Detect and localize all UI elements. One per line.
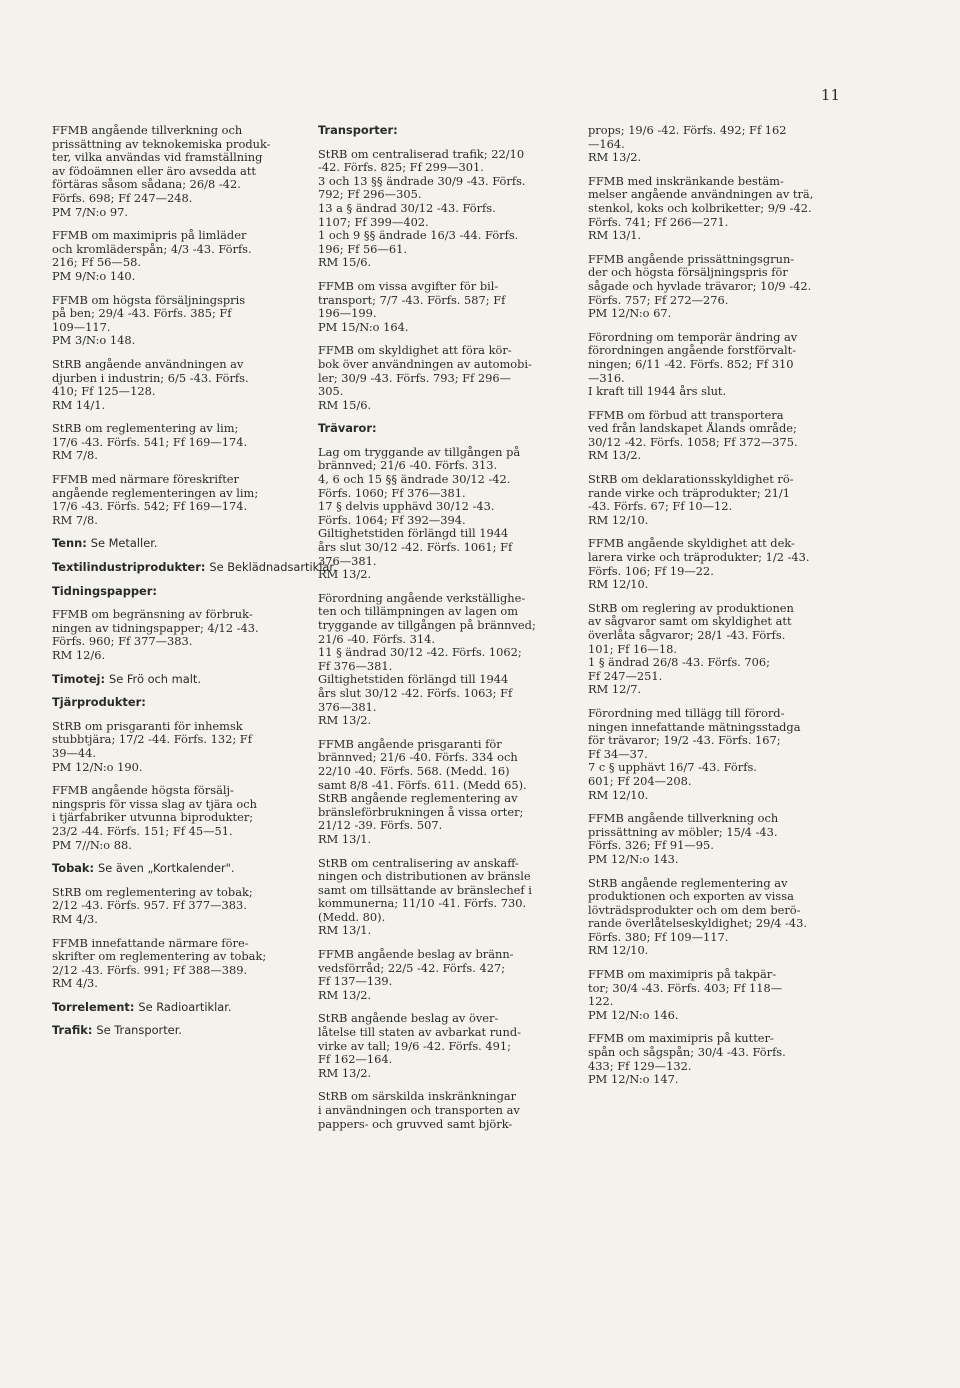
entry-line: StRB om prisgaranti för inhemsk [52,719,243,733]
entry-line: 22/10 -40. Förfs. 568. (Medd. 16) [318,764,510,778]
entry-line: 305. [318,385,344,399]
entry-line: Ff 34—37. [588,747,648,761]
entry-line: PM 9/N:o 140. [52,269,136,283]
section-heading-reference: Se Radioartiklar. [138,999,232,1014]
section-heading-reference: Se Beklädnadsartiklar. [209,560,337,575]
entry-line: stubbtjära; 17/2 -44. Förfs. 132; Ff [52,733,252,747]
entry-line: RM 15/6. [318,398,372,412]
entry-line: 433; Ff 129—132. [588,1059,692,1073]
entry-line: överlåta sågvaror; 28/1 -43. Förfs. [588,629,786,642]
section-heading [52,537,304,551]
entry-line: ningen och distributionen av bränsle [318,870,531,884]
column-3 [588,124,840,1097]
entry-line: Förfs. 741; Ff 266—271. [588,215,729,229]
entry-line: FFMB angående tillverkning och [588,812,779,826]
entry-line: 109—117. [52,320,111,334]
entry-line: PM 12/N:o 190. [52,760,143,774]
entry-line: 376—381. [318,700,377,714]
entry-line: RM 13/2. [588,151,642,165]
entry-line: prissättning av teknokemiska produk- [52,137,271,151]
entry-line: FFMB angående skyldighet att dek- [588,537,795,551]
entry-line: RM 13/2. [318,988,372,1002]
section-heading [52,1001,304,1015]
entry-line: 1 och 9 §§ ändrade 16/3 -44. Förfs. [318,229,519,243]
entry-line: transport; 7/7 -43. Förfs. 587; Ff [318,293,506,307]
entry-line: FFMB om förbud att transportera [588,408,784,422]
entry-line: RM 13/2. [318,1066,372,1080]
entry-line: RM 12/10. [588,944,649,958]
register-entry [318,1090,570,1131]
entry-line: vedsförråd; 22/5 -42. Förfs. 427; [318,961,506,975]
register-entry [588,537,840,591]
register-entry [52,294,304,348]
entry-line: 122. [588,995,614,1009]
entry-line: 23/2 -44. Förfs. 151; Ff 45—51. [52,824,233,838]
entry-line: ningen; 6/11 -42. Förfs. 852; Ff 310 [588,357,794,371]
section-heading [52,585,304,599]
entry-line: StRB angående beslag av över- [318,1012,499,1026]
entry-line: StRB angående reglementering av [588,876,788,890]
entry-line: års slut 30/12 -42. Förfs. 1061; Ff [318,541,513,555]
entry-line: 1107; Ff 399—402. [318,215,429,229]
entry-line: FFMB angående tillverkning och [52,124,243,137]
entry-line: brännved; 21/6 -40. Förfs. 313. [318,459,498,473]
entry-line: RM 4/3. [52,912,98,926]
entry-line: StRB om centralisering av anskaff- [318,856,519,870]
entry-line: Förfs. 106; Ff 19—22. [588,564,714,578]
entry-line: FFMB om begränsning av förbruk- [52,608,253,622]
entry-line: StRB om deklarationsskyldighet rö- [588,473,794,487]
entry-line: RM 13/1. [588,229,642,243]
entry-line: för trävaror; 19/2 -43. Förfs. 167; [588,734,781,748]
register-entry [52,358,304,412]
entry-line: FFMB om maximipris på kutter- [588,1032,774,1046]
entry-line: 3 och 13 §§ ändrade 30/9 -43. Förfs. [318,174,526,188]
entry-line: tryggande av tillgången på brännved; [318,619,536,632]
section-heading [52,696,304,710]
entry-line: -42. Förfs. 825; Ff 299—301. [318,161,484,175]
entry-line: RM 13/1. [318,832,372,846]
entry-line: StRB angående användningen av [52,357,244,371]
section-heading [52,862,304,876]
entry-line: Förordning med tillägg till förord- [588,706,785,720]
entry-line: ved från landskapet Ålands område; [588,422,797,436]
register-entry [588,473,840,527]
entry-line: 30/12 -42. Förfs. 1058; Ff 372—375. [588,435,798,449]
entry-line: RM 4/3. [52,977,98,991]
entry-line: virke av tall; 19/6 -42. Förfs. 491; [318,1039,511,1053]
entry-line: Förfs. 1064; Ff 392—394. [318,513,466,527]
register-entry [52,720,304,774]
entry-line: skrifter om reglementering av tobak; [52,950,267,964]
entry-line: PM 12/N:o 146. [588,1008,679,1022]
register-entry [318,148,570,270]
entry-line: FFMB om skyldighet att föra kör- [318,344,512,358]
entry-line: prissättning av möbler; 15/4 -43. [588,825,778,839]
entry-line: RM 12/10. [588,788,649,802]
entry-line: PM 7//N:o 88. [52,838,132,852]
entry-line: RM 14/1. [52,398,106,412]
entry-line: 376—381. [318,554,377,568]
entry-line: Förfs. 380; Ff 109—117. [588,930,729,944]
entry-line: FFMB angående prisgaranti för [318,737,502,751]
entry-line: 196—199. [318,307,377,321]
entry-line: Förfs. 698; Ff 247—248. [52,191,193,205]
register-entry [52,124,304,219]
entry-line: låtelse till staten av avbarkat rund- [318,1026,521,1040]
entry-line: Förordning om temporär ändring av [588,330,798,344]
entry-line: -43. Förfs. 67; Ff 10—12. [588,500,733,514]
entry-line: StRB om centraliserad trafik; 22/10 [318,147,525,161]
register-entry [318,1012,570,1080]
register-entry [318,344,570,412]
register-entry [318,592,570,728]
entry-line: Giltighetstiden förlängd till 1944 [318,673,509,687]
entry-line: PM 12/N:o 147. [588,1073,679,1087]
entry-line: kommunerna; 11/10 -41. Förfs. 730. [318,897,527,911]
section-heading [52,673,304,687]
entry-line: StRB om reglering av produktionen [588,601,794,615]
register-entry [588,812,840,866]
entry-line: larera virke och träprodukter; 1/2 -43. [588,551,810,565]
section-heading [52,560,337,575]
entry-line: der och högsta försäljningspris för [588,266,788,280]
section-heading-label: Torrelement: [52,999,135,1014]
entry-line: I kraft till 1944 års slut. [588,385,727,399]
register-entry [318,948,570,1002]
entry-line: ter, vilka användas vid framställning [52,151,263,165]
register-entry [588,253,840,321]
entry-line: —164. [588,137,625,151]
entry-line: djurben i industrin; 6/5 -43. Förfs. [52,371,249,385]
section-heading-label: Transporter: [318,123,398,137]
entry-line: förtäras såsom sådana; 26/8 -42. [52,178,241,192]
entry-line: 13 a § ändrad 30/12 -43. Förfs. [318,201,496,215]
register-entry [588,968,840,1022]
entry-line: ningen innefattande mätningsstadga [588,720,801,734]
entry-line: RM 13/1. [318,924,372,938]
entry-line: Ff 247—251. [588,669,663,683]
register-entry [52,784,304,852]
section-heading [318,422,570,436]
entry-line: angående reglementeringen av lim; [52,486,259,500]
entry-line: 410; Ff 125—128. [52,385,156,399]
entry-line: RM 12/6. [52,649,106,662]
entry-line: Giltighetstiden förlängd till 1944 [318,527,509,541]
section-heading-label: Trafik: [52,1023,93,1038]
section-heading-label: Textilindustriprodukter: [52,560,206,575]
entry-line: melser angående användningen av trä, [588,188,814,202]
entry-line: PM 12/N:o 67. [588,307,672,321]
entry-line: RM 12/7. [588,683,642,697]
register-entry [52,937,304,991]
entry-line: stenkol, koks och kolbriketter; 9/9 -42. [588,201,812,215]
entry-line: samt 8/8 -41. Förfs. 611. (Medd 65). [318,778,527,792]
entry-line: 2/12 -43. Förfs. 991; Ff 388—389. [52,963,248,977]
entry-line: FFMB innefattande närmare före- [52,936,249,950]
entry-line: ler; 30/9 -43. Förfs. 793; Ff 296— [318,371,512,385]
entry-line: RM 7/8. [52,449,98,463]
register-entry [588,175,840,243]
entry-line: FFMB angående beslag av bränn- [318,948,514,962]
entry-line: StRB om reglementering av tobak; [52,885,253,899]
entry-line: RM 13/2. [588,449,642,463]
entry-line: FFMB med inskränkande bestäm- [588,174,784,188]
register-entry [588,877,840,959]
entry-line: på ben; 29/4 -43. Förfs. 385; Ff [52,307,232,321]
entry-line: 21/6 -40. Förfs. 314. [318,632,436,646]
entry-line: 196; Ff 56—61. [318,242,407,256]
register-entry [52,473,304,527]
entry-line: RM 13/2. [318,714,372,728]
entry-line: 17 § delvis upphävd 30/12 -43. [318,500,495,514]
entry-line: —316. [588,371,625,385]
entry-line: pappers- och gruvved samt björk- [318,1117,513,1131]
entry-line: rande överlåtelseskyldighet; 29/4 -43. [588,917,808,931]
entry-line: lövträdsprodukter och om dem berö- [588,903,801,917]
entry-line: av sågvaror samt om skyldighet att [588,615,792,629]
entry-line: props; 19/6 -42. Förfs. 492; Ff 162 [588,124,787,137]
entry-line: PM 15/N:o 164. [318,320,409,334]
entry-line: FFMB angående högsta försälj- [52,784,234,798]
entry-line: sågade och hyvlade trävaror; 10/9 -42. [588,279,812,293]
register-entry [52,886,304,927]
entry-line: (Medd. 80). [318,910,386,924]
register-entry [318,280,570,334]
entry-line: 792; Ff 296—305. [318,188,422,202]
section-heading-label: Tjärprodukter: [52,695,146,710]
entry-line: FFMB om högsta försäljningspris [52,293,246,307]
section-heading-label: Tidningspapper: [52,583,157,598]
entry-line: av födoämnen eller äro avsedda att [52,164,256,178]
entry-line: Förfs. 757; Ff 272—276. [588,293,729,307]
entry-line: FFMB om vissa avgifter för bil- [318,279,499,293]
entry-line: Lag om tryggande av tillgången på [318,445,521,459]
entry-line: RM 12/10. [588,578,649,592]
entry-line: produktionen och exporten av vissa [588,890,794,904]
entry-line: Ff 376—381. [318,659,393,673]
entry-line: 11 § ändrad 30/12 -42. Förfs. 1062; [318,646,522,660]
section-heading-label: Tenn: [52,536,87,551]
entry-line: 2/12 -43. Förfs. 957. Ff 377—383. [52,899,247,913]
entry-line: RM 7/8. [52,513,98,527]
entry-line: bränsleförbrukningen å vissa orter; [318,805,524,819]
section-heading-reference: Se även „Kortkalender". [98,861,235,876]
entry-line: Ff 162—164. [318,1053,393,1067]
entry-line: FFMB om maximipris på takpär- [588,968,777,982]
entry-line: PM 7/N:o 97. [52,205,129,219]
register-entry [318,738,570,847]
entry-line: brännved; 21/6 -40. Förfs. 334 och [318,751,518,765]
entry-line: 17/6 -43. Förfs. 542; Ff 169—174. [52,500,248,514]
section-heading-label: Timotej: [52,671,105,686]
column-2 [318,124,570,1141]
register-entry [588,707,840,802]
entry-line: FFMB angående prissättningsgrun- [588,252,795,266]
entry-line: StRB om särskilda inskränkningar [318,1090,517,1104]
entry-line: Förfs. 1060; Ff 376—381. [318,486,466,500]
entry-line: Förfs. 326; Ff 91—95. [588,839,714,853]
entry-line: 1 § ändrad 26/8 -43. Förfs. 706; [588,656,770,670]
entry-line: PM 3/N:o 148. [52,334,136,348]
section-heading-reference: Se Metaller. [90,536,158,551]
section-heading-reference: Se Frö och malt. [108,671,201,686]
entry-line: i användningen och transporten av [318,1104,520,1117]
entry-line: 7 c § upphävt 16/7 -43. Förfs. [588,761,757,775]
entry-line: StRB angående reglementering av [318,792,518,806]
entry-line: Förfs. 960; Ff 377—383. [52,635,193,649]
entry-line: 101; Ff 16—18. [588,642,677,656]
entry-line: 216; Ff 56—58. [52,256,141,270]
section-heading-reference: Se Transporter. [96,1023,182,1038]
entry-line: RM 15/6. [318,256,372,270]
entry-line: års slut 30/12 -42. Förfs. 1063; Ff [318,686,513,700]
register-entry [588,409,840,463]
register-entry [588,1032,840,1086]
entry-line: 601; Ff 204—208. [588,774,692,788]
entry-line: 17/6 -43. Förfs. 541; Ff 169—174. [52,435,248,449]
entry-line: förordningen angående forstförvalt- [588,344,797,358]
entry-line: spån och sågspån; 30/4 -43. Förfs. [588,1046,786,1060]
section-heading [52,1024,304,1038]
entry-line: 21/12 -39. Förfs. 507. [318,819,443,833]
entry-line: RM 13/2. [318,568,372,582]
register-entry [588,602,840,697]
register-entry [588,124,840,165]
entry-line: FFMB om maximipris på limläder [52,229,247,243]
entry-line: RM 12/10. [588,513,649,527]
entry-line: Ff 137—139. [318,975,393,989]
entry-line: och kromläderspån; 4/3 -43. Förfs. [52,242,252,256]
entry-line: ningspris för vissa slag av tjära och [52,797,257,811]
entry-line: samt om tillsättande av bränslechef i [318,883,532,897]
register-entry [588,331,840,399]
entry-line: PM 12/N:o 143. [588,852,679,866]
register-entry [52,608,304,662]
register-entry [52,229,304,283]
section-heading [318,124,570,138]
entry-line: 39—44. [52,746,96,760]
register-entry [52,422,304,463]
entry-line: 4, 6 och 15 §§ ändrade 30/12 -42. [318,473,511,487]
register-entry [318,446,570,582]
section-heading-label: Trävaror: [318,421,377,436]
entry-line: ten och tillämpningen av lagen om [318,605,519,619]
entry-line: rande virke och träprodukter; 21/1 [588,486,790,500]
page-number: 11 [820,86,840,104]
entry-line: StRB om reglementering av lim; [52,422,239,436]
entry-line: i tjärfabriker utvunna biprodukter; [52,811,254,825]
entry-line: tor; 30/4 -43. Förfs. 403; Ff 118— [588,981,783,995]
entry-line: FFMB med närmare föreskrifter [52,473,239,487]
entry-line: bok över användningen av automobi- [318,357,532,371]
entry-line: Förordning angående verkställighe- [318,591,526,605]
section-heading-label: Tobak: [52,861,95,876]
entry-line: ningen av tidningspapper; 4/12 -43. [52,621,259,635]
register-entry [318,857,570,939]
